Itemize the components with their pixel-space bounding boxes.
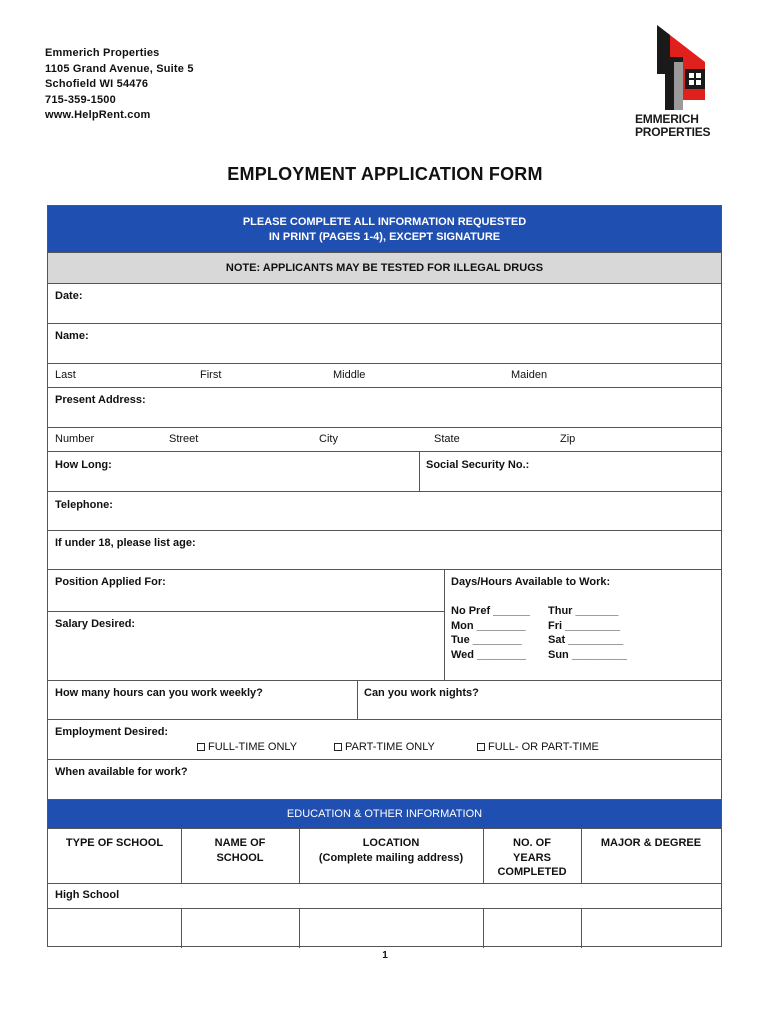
divider [483,909,484,948]
company-address: 1105 Grand Avenue, Suite 5 [45,62,194,75]
header-name-of-school: NAME OF SCHOOL [214,837,266,864]
checkbox-icon [197,743,205,751]
company-phone: 715-359-1500 [45,93,116,106]
education-header-row [48,829,721,884]
salary-label: Salary Desired: [55,618,136,630]
nights-label: Can you work nights? [364,687,479,699]
day-tue: Tue ________ [451,634,522,646]
application-form [47,205,722,947]
header-location: LOCATION (Complete mailing address) [318,837,464,864]
day-no-pref: No Pref ______ [451,605,530,617]
logo-window-pane [696,73,701,78]
address-part-number: Number [55,433,95,445]
logo-window-frame [685,69,705,89]
position-label: Position Applied For: [55,576,166,588]
drug-test-banner: NOTE: APPLICANTS MAY BE TESTED FOR ILLEGAL DRUGS [48,253,721,284]
logo-line2: PROPERTIES [635,125,711,139]
logo-window-pane [696,80,701,85]
company-city: Schofield WI 54476 [45,78,149,91]
telephone-row[interactable] [48,492,721,531]
telephone-label: Telephone: [55,499,113,511]
day-mon: Mon ________ [451,619,526,632]
days-left-column [451,604,548,662]
address-part-zip: Zip [560,433,576,445]
company-name: Emmerich Properties [45,47,160,59]
employment-desired-label: Employment Desired: [55,726,169,738]
day-sun: Sun _________ [548,648,627,661]
name-part-last: Last [55,369,76,381]
name-label: Name: [55,330,89,342]
instructions-banner [48,206,721,253]
age-label: If under 18, please list age: [55,537,196,549]
logo-window-pane [689,80,694,85]
name-part-middle: Middle [333,369,366,381]
day-thur: Thur _______ [548,605,619,617]
checkbox-icon [334,743,342,751]
table-row[interactable] [48,909,721,948]
divider [181,909,182,948]
name-part-maiden: Maiden [511,369,548,381]
divider [357,681,358,719]
date-row[interactable] [48,284,721,324]
divider [444,570,445,680]
how-long-row [48,452,721,492]
instructions-line1: PLEASE COMPLETE ALL INFORMATION REQUESTED [242,216,527,228]
logo-black-building [657,25,670,110]
company-website: www.HelpRent.com [45,109,151,122]
checkbox-icon [477,743,485,751]
day-wed: Wed ________ [451,648,527,661]
address-label: Present Address: [55,394,146,406]
header-major-degree: MAJOR & DEGREE [600,837,702,849]
ssn-label: Social Security No.: [426,459,530,471]
address-parts-row [48,428,721,452]
address-part-city: City [319,433,338,445]
days-right-column [548,604,627,662]
company-info [45,46,194,124]
full-or-part-time-label: FULL- OR PART-TIME [488,741,599,753]
divider [419,452,420,491]
employment-desired-row [48,720,721,760]
full-time-label: FULL-TIME ONLY [208,741,298,753]
divider [48,611,444,612]
days-available[interactable] [451,604,627,662]
part-time-checkbox[interactable] [334,741,435,753]
hours-weekly-label: How many hours can you work weekly? [55,687,263,699]
address-part-state: State [434,433,460,445]
divider [299,909,300,948]
full-or-part-time-checkbox[interactable] [477,741,599,753]
days-hours-label: Days/Hours Available to Work: [451,576,611,588]
name-part-first: First [200,369,222,381]
divider [581,909,582,948]
part-time-label: PART-TIME ONLY [345,741,435,753]
name-parts-row [48,364,721,388]
hours-row [48,681,721,720]
logo-text [635,113,710,139]
day-fri: Fri _________ [548,619,621,632]
instructions-line2: IN PRINT (PAGES 1-4), EXCEPT SIGNATURE [268,231,501,243]
address-part-street: Street [169,433,199,445]
address-row[interactable] [48,388,721,428]
logo-gray-block [674,62,683,110]
logo-window-pane [689,73,694,78]
header-years-completed: NO. OF YEARS COMPLETED [497,837,567,878]
position-row [48,570,721,681]
education-banner: EDUCATION & OTHER INFORMATION [48,800,721,829]
high-school-label: High School [55,889,120,901]
full-time-checkbox[interactable] [197,741,297,753]
header-type-of-school: TYPE OF SCHOOL [65,837,164,849]
page-number: 1 [382,950,388,961]
availability-label: When available for work? [55,766,188,778]
age-row[interactable] [48,531,721,570]
availability-row[interactable] [48,760,721,800]
page-title: EMPLOYMENT APPLICATION FORM [227,164,543,184]
name-row[interactable] [48,324,721,364]
education-section-row [48,884,721,909]
logo-line1: EMMERICH [635,112,699,126]
day-sat: Sat _________ [548,634,624,646]
how-long-label: How Long: [55,459,112,471]
date-label: Date: [55,290,83,302]
